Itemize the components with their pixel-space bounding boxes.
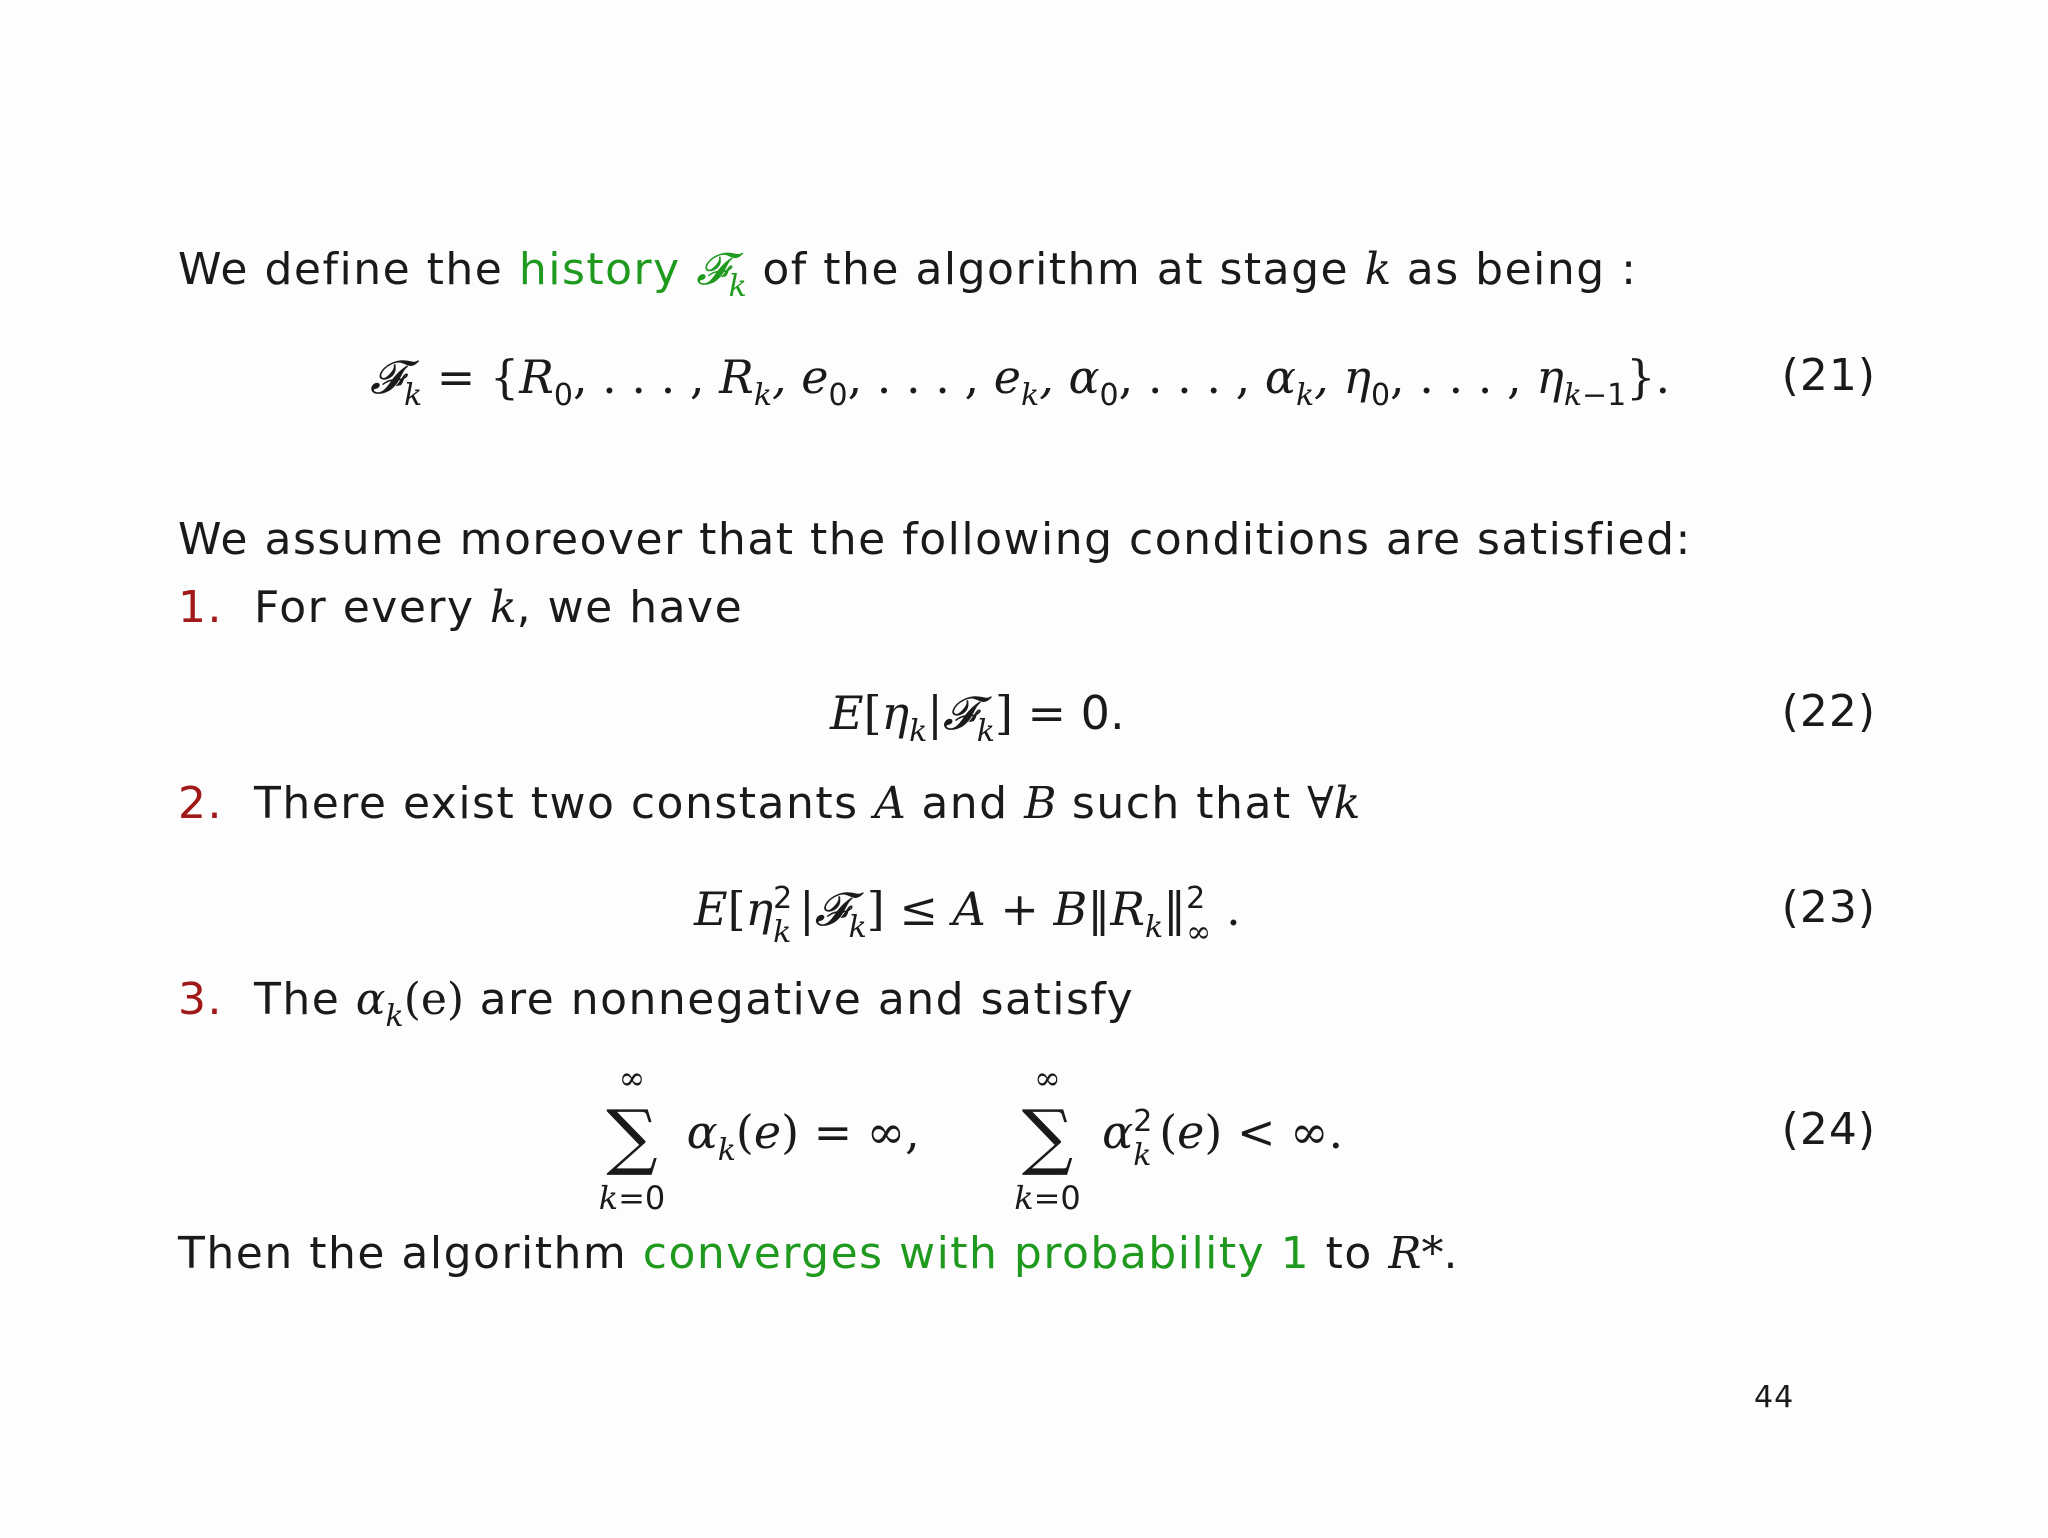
item-text-2: such that: [1056, 778, 1308, 829]
item-text: There exist two constants: [253, 778, 875, 829]
item-number: 1.: [178, 582, 223, 633]
stage-variable: k: [1364, 244, 1392, 295]
item-number: 2.: [178, 778, 223, 829]
constant-b: B: [1024, 778, 1057, 829]
equation-number-21: (21): [1781, 350, 1876, 401]
equation-number-23: (23): [1781, 882, 1876, 933]
intro-line: [178, 244, 1638, 304]
forall-k: ∀k: [1307, 778, 1361, 829]
conclusion-text: Then the algorithm: [178, 1228, 643, 1279]
summation-2: ∞ ∑ k=0: [1014, 1059, 1081, 1217]
page-number: 44: [1754, 1380, 1795, 1415]
r-star: R*: [1388, 1228, 1444, 1279]
alpha-subscript: k: [385, 999, 404, 1034]
item-text-and: and: [905, 778, 1025, 829]
alpha-argument: (e): [403, 974, 465, 1025]
convergence-term: converges with probability 1: [642, 1228, 1311, 1279]
item-text-2: are nonnegative and satisfy: [464, 974, 1135, 1025]
equation-23: E[η 2 k |𝓕$_k$] ≤ $A + B‖R_k‖$ 2 ∞ .: [694, 881, 1241, 950]
assume-line: We assume moreover that the following conditions are satisfied:: [178, 514, 1692, 565]
intro-text-2: of the algorithm at stage: [746, 244, 1365, 295]
item-number: 3.: [178, 974, 223, 1025]
condition-item-1: [178, 582, 744, 633]
history-term: history: [518, 244, 681, 295]
intro-text: We define the: [178, 244, 519, 295]
history-symbol: 𝓕$_k$: [696, 244, 747, 304]
equation-21: 𝓕$_k$ = {$R_0$, . . . , $R_k$, $e_0$, . . . , $e_k$, $\alpha_0$, . . . , $\alpha_k$, $\eta_0$, . . . , $\eta_{k-1}$}.: [370, 350, 1671, 413]
item-variable: k: [490, 582, 517, 633]
condition-item-2: [178, 778, 1361, 829]
conclusion-text-3: .: [1443, 1228, 1459, 1279]
conclusion-text-2: to: [1310, 1228, 1389, 1279]
equation-number-22: (22): [1781, 686, 1876, 737]
alpha-symbol: α: [355, 974, 386, 1025]
conclusion-line: [178, 1228, 1459, 1279]
intro-text-3: as being :: [1391, 244, 1638, 295]
summation-1: ∞ ∑ k=0: [598, 1059, 666, 1217]
condition-item-3: [178, 974, 1135, 1034]
equation-22: $E[\eta_k|𝓕_k] = 0$.: [830, 686, 1125, 749]
item-text: The: [253, 974, 356, 1025]
constant-a: A: [874, 778, 906, 829]
item-text-2: , we have: [516, 582, 744, 633]
equation-24: ∞ ∑ k=0 $\alpha_k(e)$ = ∞, ∞ ∑ k=0 α 2 k (e) < ∞.: [592, 1100, 1343, 1172]
item-text: For every: [253, 582, 490, 633]
equation-number-24: (24): [1781, 1104, 1876, 1155]
